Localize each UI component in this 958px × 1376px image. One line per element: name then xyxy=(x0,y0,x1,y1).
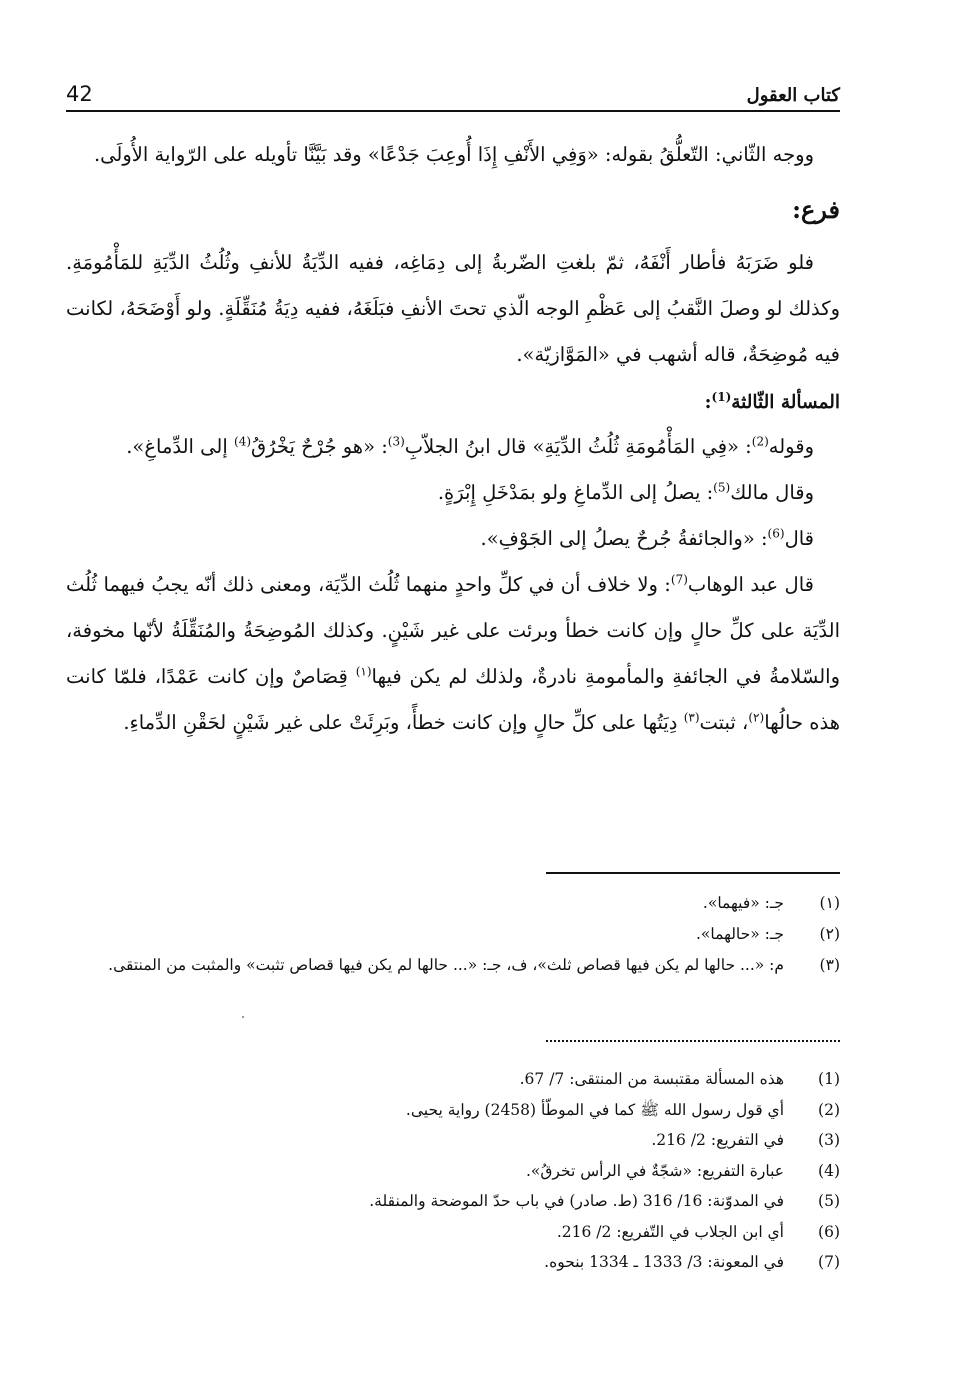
note-number: (2) xyxy=(818,1100,840,1119)
text-run: دِيَتُها على كلِّ حالٍ وإن كانت خطأً، وبَرِئَتْ على غير شَيْنٍ لحَقْنِ الدِّماءِ. xyxy=(123,711,684,734)
paragraph-6 xyxy=(66,562,840,746)
text-run: وقوله xyxy=(768,435,814,458)
footnotes xyxy=(66,1064,840,1278)
note-text: هذه المسألة مقتبسة من المنتقى: 7/ 67. xyxy=(519,1070,784,1088)
paragraph-1: ووجه الثّاني: التّعلُّقُ بقوله: «وَفِي الأَنْفِ إِذَا أُوعِبَ جَدْعًا» وقد بَيَّنَّا تأويله على الرّواية الأُولَى. xyxy=(93,143,814,166)
text-run: : «هو جُرْحٌ يَخْرُقُ xyxy=(251,435,388,458)
footnote-marker: (3) xyxy=(387,434,405,449)
footnote-marker: (7) xyxy=(670,572,688,587)
text-run: إلى الدِّماغِ». xyxy=(126,435,234,458)
note-number: (٢) xyxy=(819,925,840,943)
footnote xyxy=(66,1186,840,1217)
paragraph-2: فلو ضَرَبَهُ فأطار أَنْفَهُ، ثمّ بلغتِ الضّربةُ إلى دِمَاغِه، ففيه الدِّيَةُ للأنفِ وثُلُثُ الدِّيَةِ للمَأْمُومَةِ. وكذلك لو وصلَ النَّقبُ إلى عَظْمِ الوجه الّذي تحتَ الأنفِ فبَلَغَهُ، ففيه دِيَةُ مُنَقِّلَةٍ. ولو أَوْضَحَهُ، لكانت فيه مُوضِحَةٌ، قاله أشهب في «المَوَّازيّة». xyxy=(66,251,840,366)
text-run: وقال مالك xyxy=(730,481,814,504)
note-number: (١) xyxy=(819,894,840,912)
note-text: عبارة التفريع: «شجّةٌ في الرأس تخرقُ». xyxy=(525,1161,784,1180)
note-number: (٣) xyxy=(819,956,840,974)
page-number: 42 xyxy=(66,82,93,106)
text-run: : «والجائفةُ جُرحٌ يصلُ إلى الجَوْفِ». xyxy=(480,527,768,550)
footnote xyxy=(66,1217,840,1248)
text-run: : «فِي المَأْمُومَةِ ثُلُثُ الدِّيَةِ» قال ابنُ الجلاّبِ xyxy=(404,435,752,458)
footnote-marker: (4) xyxy=(234,434,252,449)
footnote-dotted-divider xyxy=(546,1040,840,1042)
text-run: : يصلُ إلى الدِّماغِ ولو بمَدْخَلِ إِبْرَةٍ. xyxy=(437,481,714,504)
variant-note xyxy=(66,919,840,950)
text-run: قال xyxy=(784,527,814,550)
variant-note xyxy=(66,888,840,919)
footnote-divider xyxy=(546,872,840,874)
issue-heading: المسألة الثّالثة$^{(1)}$: xyxy=(704,389,840,413)
note-text: أي قول رسول الله ﷺ كما في الموطّأ (2458) رواية يحيى. xyxy=(405,1100,784,1119)
note-text: جـ: «فيهما». xyxy=(702,894,784,912)
footnote-marker: (6) xyxy=(767,526,785,541)
note-text: في المعونة: 3/ 1333 ـ 1334 بنحوه. xyxy=(544,1253,784,1271)
section-heading: فرع: xyxy=(792,195,840,224)
text-run: ، ثبتت xyxy=(699,711,749,734)
note-text: في المدوّنة: 16/ 316 (ط. صادر) في باب حدّ الموضحة والمنقلة. xyxy=(369,1192,784,1210)
footnote-marker: (2) xyxy=(751,434,769,449)
footnote xyxy=(66,1247,840,1278)
paragraph-4 xyxy=(66,470,840,516)
note-number: (5) xyxy=(818,1192,840,1210)
scan-speck xyxy=(242,1016,244,1018)
text-run: قِصَاصٌ وإن كانت عَمْدًا، فلمّا كانت هذه حالُها xyxy=(66,665,840,734)
note-number: (4) xyxy=(818,1161,840,1180)
footnote xyxy=(66,1064,840,1095)
paragraph-5 xyxy=(66,516,840,562)
footnote-marker: (1) xyxy=(711,389,732,404)
note-text: أي ابن الجلاب في التّفريع: 2/ 216. xyxy=(556,1222,784,1241)
main-text xyxy=(66,132,840,746)
variant-marker: (٢) xyxy=(748,710,765,725)
note-number: (3) xyxy=(818,1131,840,1149)
text-run: قال عبد الوهاب xyxy=(687,573,814,596)
note-text: جـ: «حالهما». xyxy=(695,925,784,943)
footnote xyxy=(66,1156,840,1187)
variant-marker: (١) xyxy=(355,664,372,679)
variant-marker: (٣) xyxy=(683,710,700,725)
paragraph-3 xyxy=(66,424,840,470)
footnote xyxy=(66,1125,840,1156)
variant-notes xyxy=(66,888,840,981)
note-text: م: «... حالها لم يكن فيها قصاص ثلث»، ف، جـ: «... حالها لم يكن فيها قصاص تثبت» والمثبت من المنتقى. xyxy=(108,956,784,974)
note-number: (1) xyxy=(818,1070,840,1088)
footnote xyxy=(66,1095,840,1126)
note-number: (7) xyxy=(818,1253,840,1271)
issue-heading-text: المسألة الثّالثة xyxy=(731,392,840,413)
text-run: : ولا خلاف أن في كلِّ واحدٍ منهما ثُلُث الدِّيَة، ومعنى ذلك أنّه يجبُ فيهما ثُلُث الدِّيَة على كلِّ حالٍ وإن كانت خطأ وبرئت على غير شَيْنٍ. وكذلك المُوضِحَةُ والمُنَقِّلَةُ لأنّها مخوفة، والسّلامةُ في الجائفةِ والمأمومةِ نادرةٌ، ولذلك لم يكن فيها xyxy=(66,573,840,688)
footnote-marker: (5) xyxy=(713,480,731,495)
note-number: (6) xyxy=(818,1222,840,1241)
variant-note xyxy=(66,950,840,981)
running-title: كتاب العقول xyxy=(746,85,840,106)
page-header xyxy=(66,76,840,112)
note-text: في التفريع: 2/ 216. xyxy=(651,1131,784,1149)
